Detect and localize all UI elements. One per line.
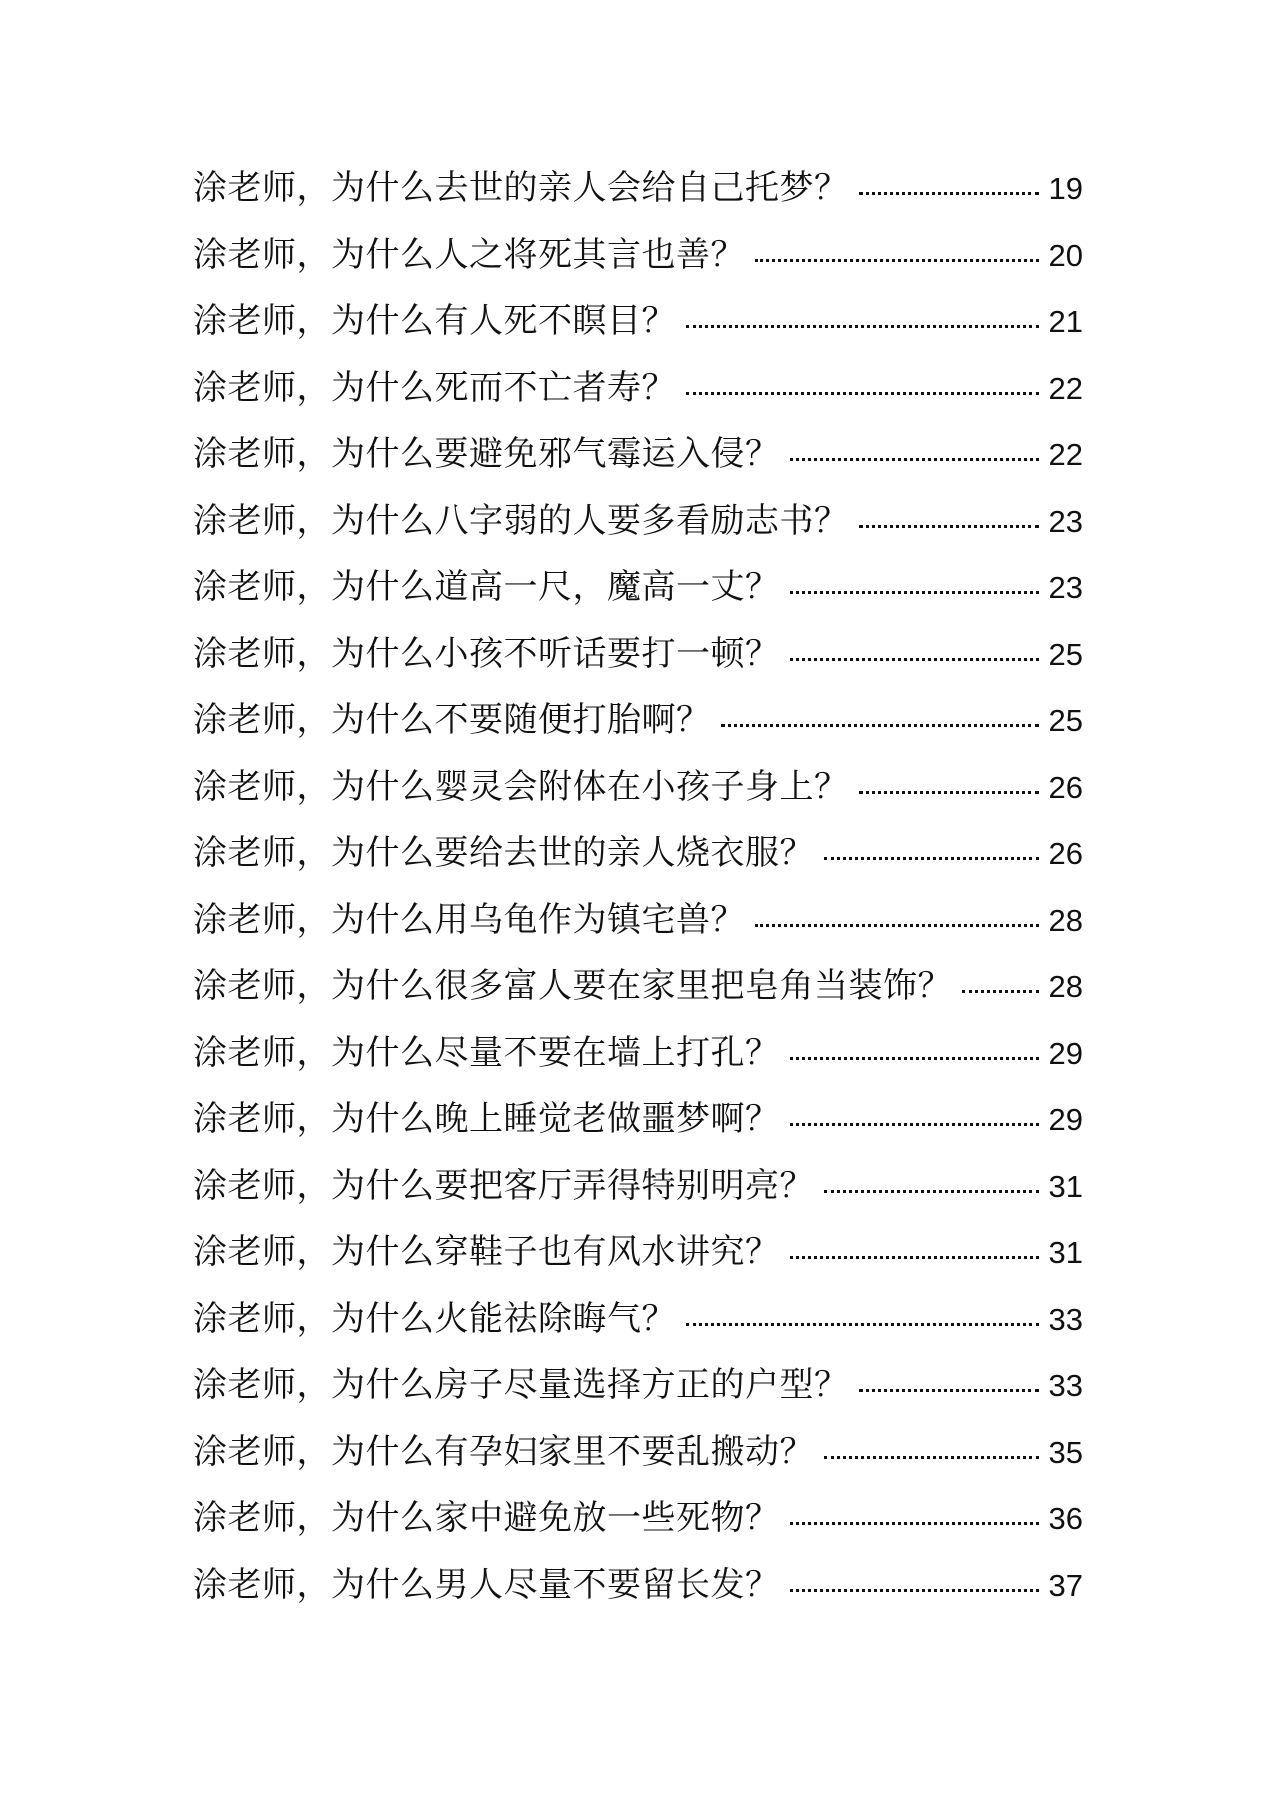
toc-entry [193,1352,1083,1419]
dot-leader [859,791,1040,794]
toc-entry-page-number: 20 [1048,237,1083,273]
toc-entry-title: 涂老师，为什么不要随便打胎啊？ [193,700,711,740]
dot-leader [859,1389,1040,1392]
toc-entry [193,887,1083,954]
toc-entry-title: 涂老师，为什么要给去世的亲人烧衣服？ [193,833,814,873]
dot-leader [755,259,1039,262]
toc-entry-page-number: 28 [1048,969,1083,1004]
dot-leader [755,924,1039,927]
dot-leader [824,857,1039,860]
toc-entry-page-number: 28 [1048,902,1083,938]
dot-leader [686,325,1039,328]
toc-entry-page-number: 36 [1048,1501,1083,1536]
dot-leader [824,1456,1039,1459]
toc-entry [193,1419,1083,1486]
toc-entry-page-number: 23 [1048,503,1083,539]
toc-entry-title: 涂老师，为什么要把客厅弄得特别明亮？ [193,1165,814,1206]
toc-entry [193,687,1083,754]
toc-entry-title: 涂老师，为什么晚上睡觉老做噩梦啊？ [193,1099,780,1139]
toc-entry [193,1219,1083,1286]
toc-entry-page-number: 26 [1048,769,1083,805]
toc-entry [193,1286,1083,1353]
dot-leader [790,458,1040,461]
dot-leader [790,1256,1040,1259]
toc-entry [193,554,1083,621]
toc-entry-title: 涂老师，为什么男人尽量不要留长发？ [193,1564,780,1605]
toc-entry [193,1552,1083,1619]
dot-leader [790,1123,1040,1126]
dot-leader [859,192,1040,195]
toc-entry-title: 涂老师，为什么家中避免放一些死物？ [193,1498,780,1538]
toc-entry-title: 涂老师，为什么有人死不瞑目？ [193,301,676,341]
toc-entry-title: 涂老师，为什么很多富人要在家里把皂角当装饰？ [193,966,952,1006]
toc-entry-title: 涂老师，为什么婴灵会附体在小孩子身上？ [193,766,849,807]
toc-entry-page-number: 25 [1048,703,1083,738]
toc-entry-page-number: 31 [1048,1168,1083,1204]
toc-entry-page-number: 19 [1048,171,1083,206]
toc-entry-title: 涂老师，为什么用乌龟作为镇宅兽？ [193,899,745,940]
toc-entry-page-number: 35 [1048,1434,1083,1470]
toc-entry-page-number: 21 [1048,304,1083,339]
toc-entry-title: 涂老师，为什么去世的亲人会给自己托梦？ [193,168,849,208]
toc-entry-page-number: 25 [1048,636,1083,672]
dot-leader [790,658,1040,661]
toc-entry-title: 涂老师，为什么尽量不要在墙上打孔？ [193,1032,780,1073]
toc-entry-page-number: 31 [1048,1235,1083,1270]
toc-entry-page-number: 37 [1048,1567,1083,1603]
toc-entry [193,421,1083,488]
toc-entry-title: 涂老师，为什么八字弱的人要多看励志书？ [193,500,849,541]
toc-entry-title: 涂老师，为什么穿鞋子也有风水讲究？ [193,1232,780,1272]
toc-entry [193,155,1083,222]
dot-leader [824,1190,1039,1193]
toc-entry-page-number: 22 [1048,370,1083,406]
toc-entry-page-number: 33 [1048,1368,1083,1403]
toc-entry-title: 涂老师，为什么火能祛除晦气？ [193,1298,676,1339]
dot-leader [790,1522,1040,1525]
toc-entry-page-number: 29 [1048,1102,1083,1137]
toc-entry-title: 涂老师，为什么人之将死其言也善？ [193,234,745,275]
toc-entry [193,621,1083,688]
toc-entry-page-number: 23 [1048,570,1083,605]
toc-entry-page-number: 26 [1048,836,1083,871]
toc-entry [193,953,1083,1020]
toc-entry [193,754,1083,821]
toc-entry-title: 涂老师，为什么死而不亡者寿？ [193,367,676,408]
dot-leader [962,990,1039,993]
dot-leader [790,591,1040,594]
toc-entry-title: 涂老师，为什么道高一尺，魔高一丈？ [193,567,780,607]
toc-entry [193,222,1083,289]
toc-entry [193,288,1083,355]
toc-entry-page-number: 22 [1048,437,1083,472]
toc-entry-title: 涂老师，为什么要避免邪气霉运入侵？ [193,434,780,474]
toc-entry [193,355,1083,422]
table-of-contents [193,155,1083,1618]
toc-entry-page-number: 33 [1048,1301,1083,1337]
toc-entry [193,1153,1083,1220]
dot-leader [790,1057,1040,1060]
toc-entry [193,1086,1083,1153]
toc-entry-title: 涂老师，为什么房子尽量选择方正的户型？ [193,1365,849,1405]
toc-entry [193,820,1083,887]
toc-entry [193,488,1083,555]
toc-entry-title: 涂老师，为什么小孩不听话要打一顿？ [193,633,780,674]
dot-leader [721,724,1040,727]
dot-leader [686,1323,1039,1326]
toc-entry-title: 涂老师，为什么有孕妇家里不要乱搬动？ [193,1431,814,1472]
dot-leader [790,1589,1040,1592]
toc-entry [193,1485,1083,1552]
dot-leader [859,525,1040,528]
dot-leader [686,392,1039,395]
toc-entry-page-number: 29 [1048,1035,1083,1071]
toc-entry [193,1020,1083,1087]
